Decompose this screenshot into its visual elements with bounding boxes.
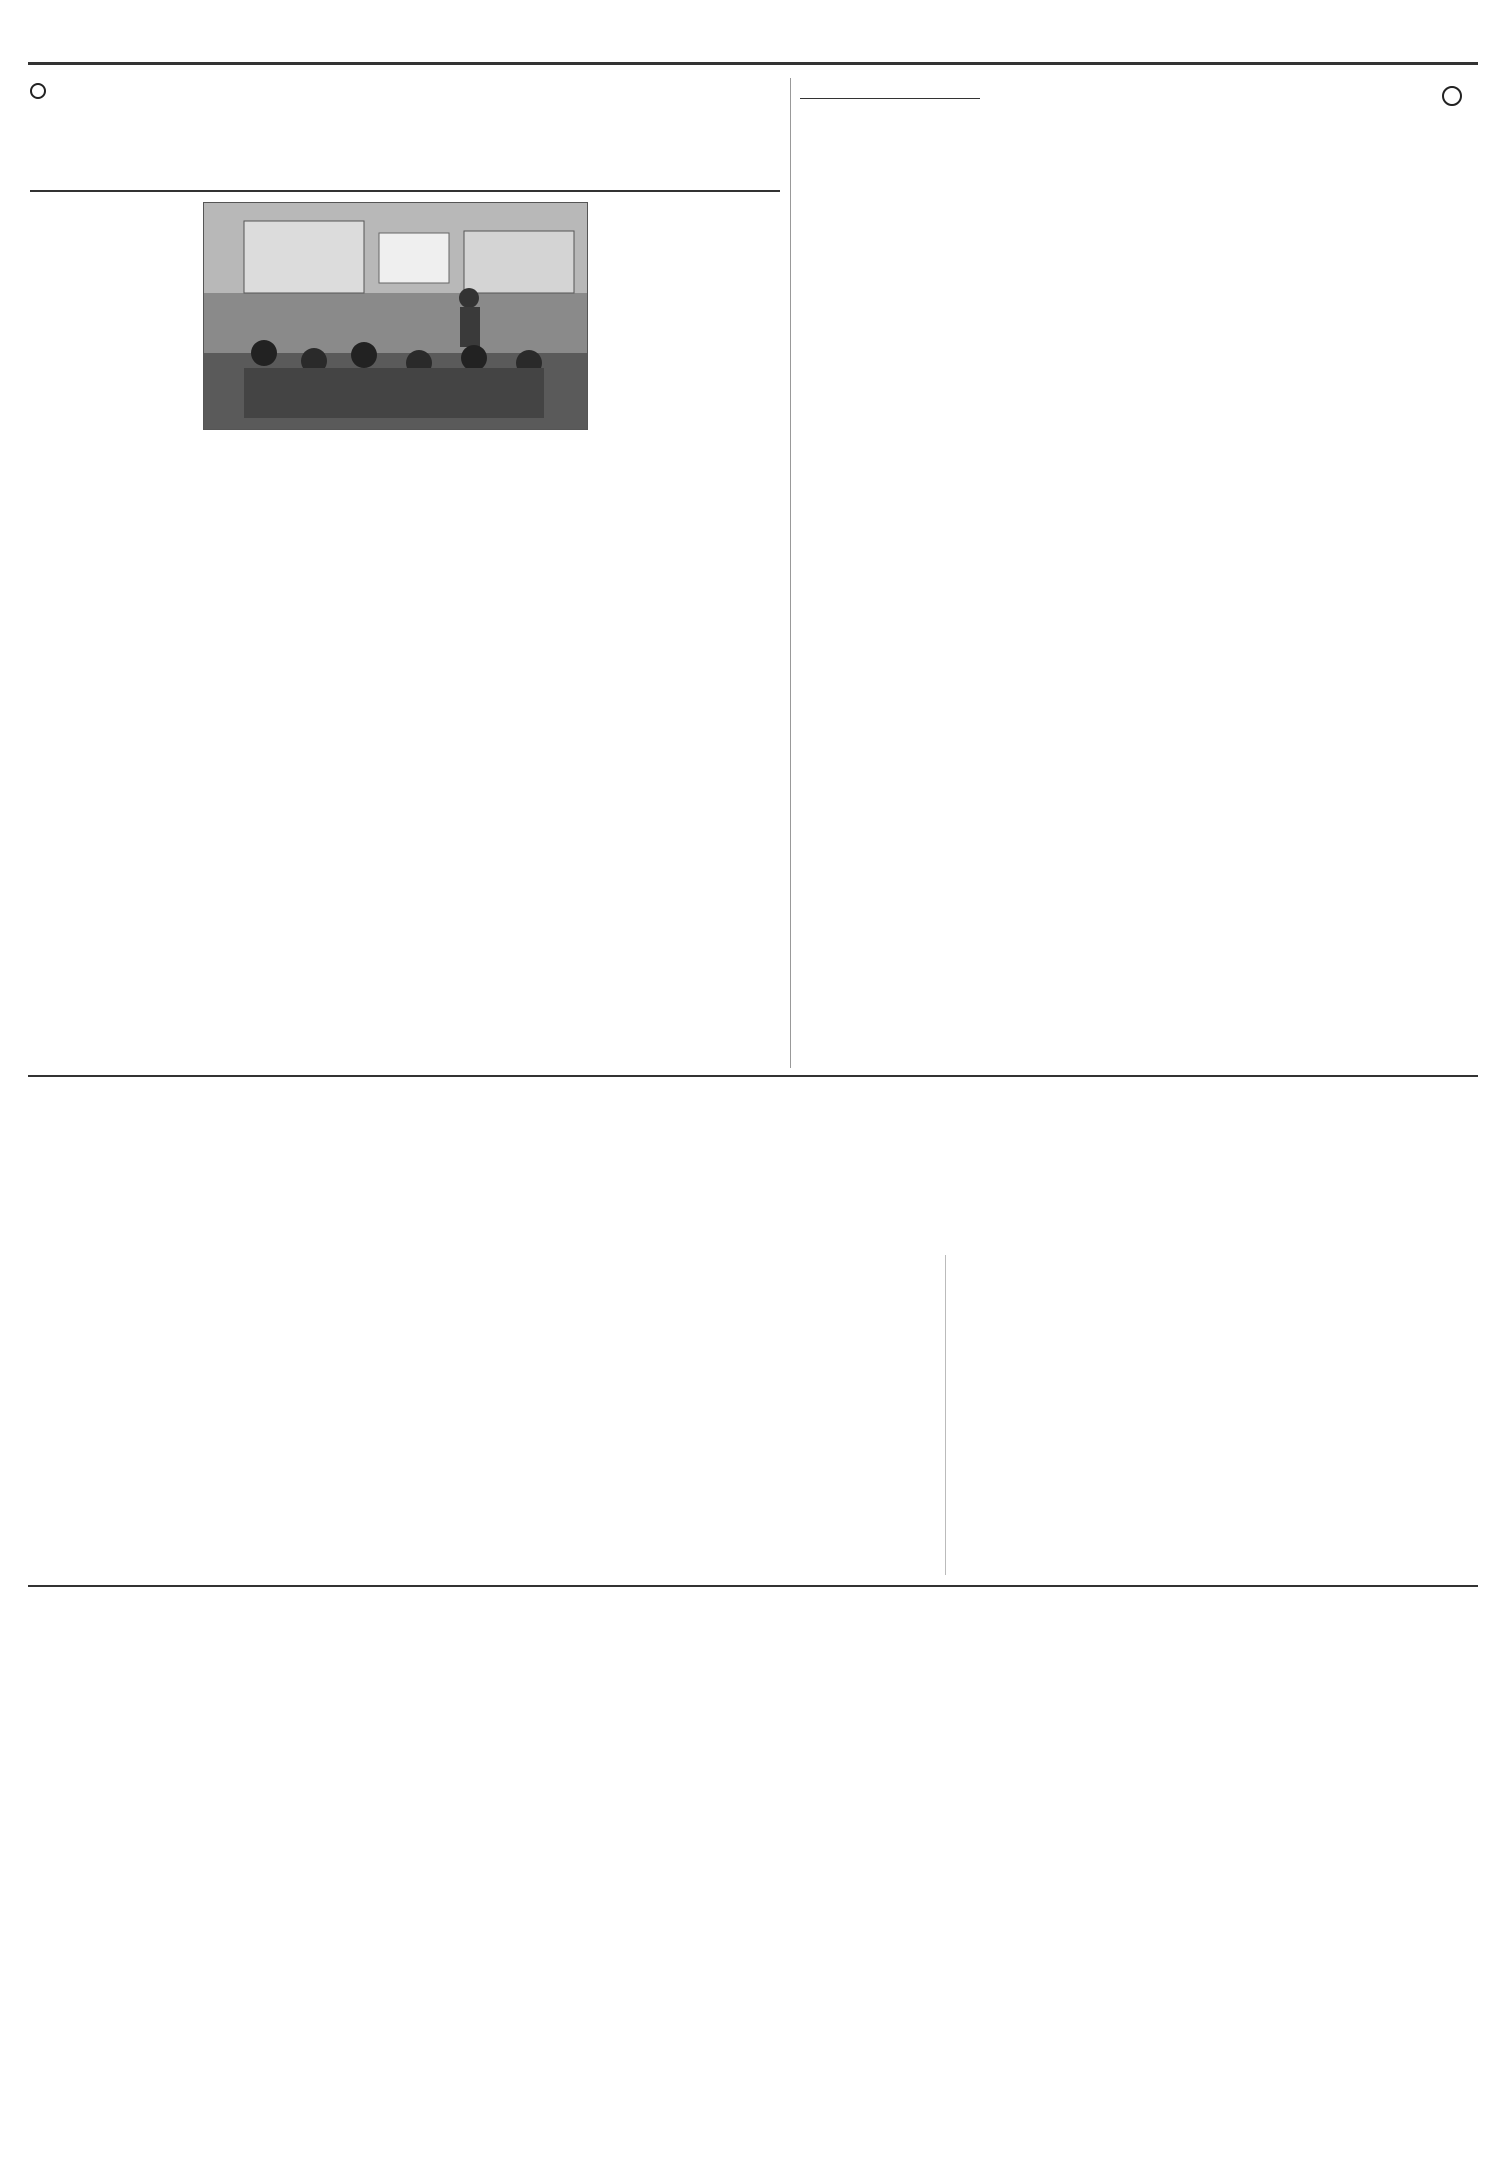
- a3-column-1: [30, 1255, 205, 1575]
- flower-icon: [30, 83, 46, 99]
- a1-column-2: [203, 474, 385, 1054]
- a3-column-5: [761, 1255, 933, 1575]
- section-rule-1: [28, 1075, 1478, 1077]
- a1-column-3: [401, 474, 583, 1054]
- a4-column-1: [30, 1598, 200, 2146]
- title-rule: [30, 190, 780, 192]
- commentary-badge: [1442, 86, 1464, 109]
- header-rule: [28, 62, 1478, 65]
- section-rule-2: [28, 1585, 1478, 1587]
- masthead: [28, 14, 1478, 58]
- a3-signature: [945, 1255, 1250, 1575]
- a2-body-lower: [805, 420, 1475, 1045]
- a3-column-3: [397, 1255, 569, 1575]
- a4-column-4: [560, 1710, 725, 2146]
- a1-column-1: [30, 222, 188, 1052]
- photo-illustration: [204, 203, 588, 430]
- classroom-photo: [203, 202, 588, 430]
- a2-body-upper: [805, 98, 1365, 418]
- a4-column-2: [215, 1710, 375, 2146]
- header-meta: [90, 16, 100, 44]
- badge-circle-icon: [1442, 86, 1462, 106]
- a3-column-2: [215, 1255, 387, 1575]
- divider: [790, 78, 791, 1068]
- a4-column-5: [735, 1710, 900, 2146]
- a3-lead: [30, 1085, 260, 1245]
- a3-column-4: [579, 1255, 751, 1575]
- a1-column-4: [600, 202, 778, 1054]
- a3-column-6: [1260, 1085, 1475, 1575]
- a4-column-3: [385, 1710, 550, 2146]
- a4-column-6: [905, 1598, 1125, 2148]
- kicker-badge: [30, 80, 52, 102]
